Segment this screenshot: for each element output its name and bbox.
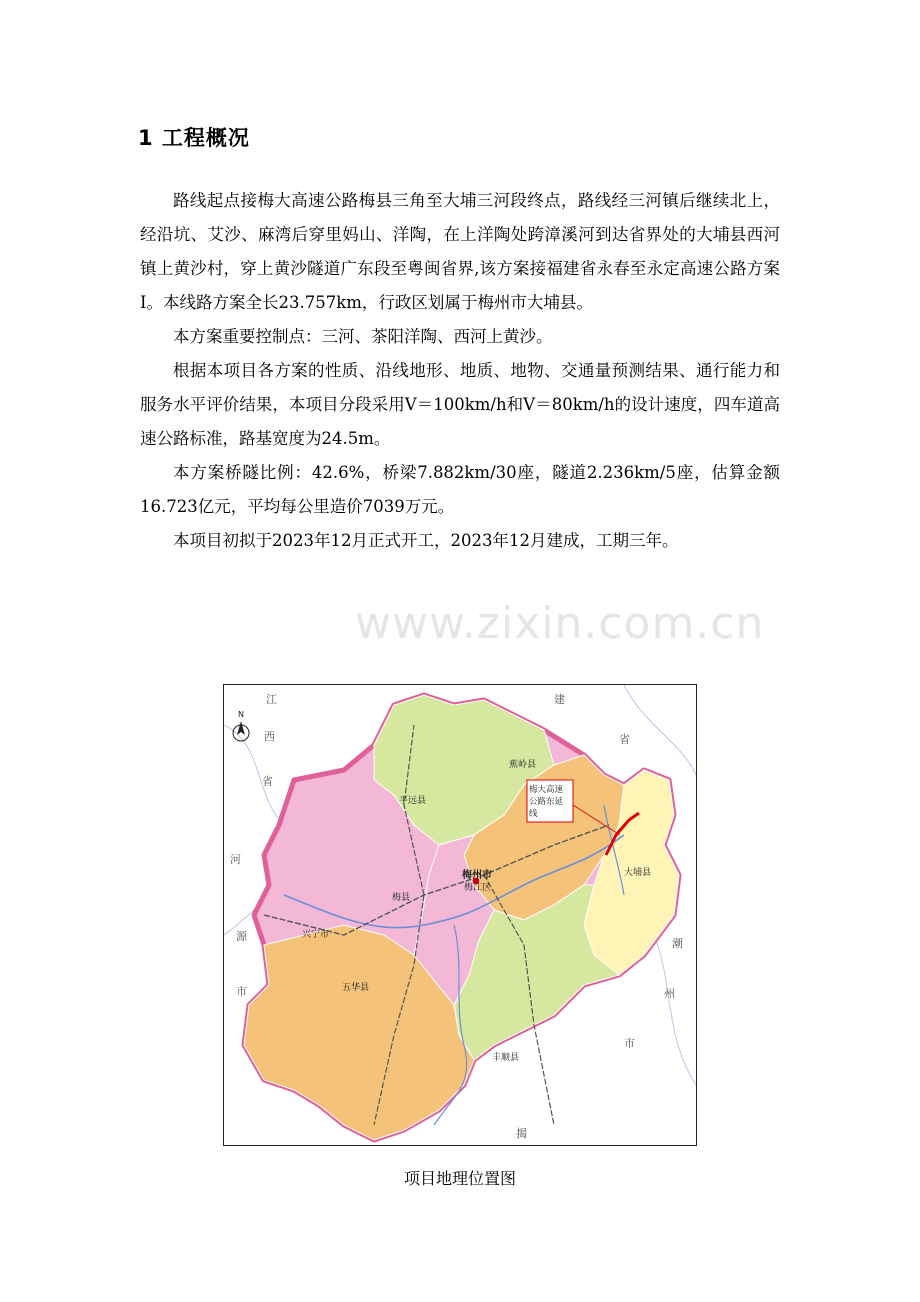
county-label: 平远县: [399, 796, 427, 806]
paragraph-schedule: 本项目初拟于2023年12月正式开工，2023年12月建成，工期三年。: [173, 531, 679, 550]
paragraph-cost: 本方案桥隧比例：42.6%，桥梁7.882km/30座，隧道2.236km/5座，估算金额16.723亿元，平均每公里造价7039万元。: [140, 463, 780, 516]
figure-caption: 项目地理位置图: [403, 1169, 516, 1188]
border-label: 潮: [672, 937, 683, 950]
city-name: 梅州市: [462, 870, 492, 881]
section-heading: 1 工程概况: [138, 126, 250, 150]
border-label: 市: [624, 1037, 635, 1050]
county-label: 兴宁市: [302, 930, 330, 940]
border-label: 建: [554, 693, 565, 706]
county-label: 大埔县: [624, 868, 652, 878]
location-map: [223, 684, 697, 1146]
body-text: [140, 184, 780, 558]
svg-text:N: N: [238, 710, 244, 719]
border-label: 源: [236, 930, 247, 943]
city-district: 梅江区: [464, 883, 492, 893]
paragraph-design-standard: 根据本项目各方案的性质、沿线地形、地质、地物、交通量预测结果、通行能力和服务水平评价结果，本项目分段采用V＝100km/h和V＝80km/h的设计速度，四车道高速公路标准，路基宽度为24.5m。: [140, 361, 780, 448]
county-label: 丰顺县: [492, 1053, 520, 1063]
border-label: 揭: [516, 1127, 527, 1140]
border-label: 州: [664, 987, 675, 1000]
county-label: 五华县: [342, 983, 370, 993]
border-label: 省: [619, 733, 630, 746]
border-label: 市: [236, 985, 247, 998]
paragraph-control-points: 本方案重要控制点：三河、茶阳洋陶、西河上黄沙。: [173, 327, 553, 346]
route-callout-line-1: 梅大高速: [529, 785, 564, 795]
border-label: 河: [230, 853, 241, 866]
route-callout-line-2: 公路东延: [529, 797, 564, 807]
county-label: 梅县: [392, 893, 411, 903]
watermark: www.zixin.com.cn: [355, 598, 765, 649]
border-label: 省: [262, 775, 273, 788]
border-label: 西: [264, 730, 275, 743]
border-label: 江: [266, 693, 277, 706]
route-callout-line-3: 线: [529, 809, 538, 819]
paragraph-route: 路线起点接梅大高速公路梅县三角至大埔三河段终点，路线经三河镇后继续北上，经沿坑、艾沙、麻湾后穿里妈山、洋陶，在上洋陶处跨漳溪河到达省界处的大埔县西河镇上黄沙村，穿上黄沙隧道广东段至粤闽省界,该方案接福建省永春至永定高速公路方案Ⅰ。本线路方案全长23.757km，行政区划属于梅州市大埔县。: [140, 191, 780, 312]
county-label: 蕉岭县: [509, 760, 537, 770]
